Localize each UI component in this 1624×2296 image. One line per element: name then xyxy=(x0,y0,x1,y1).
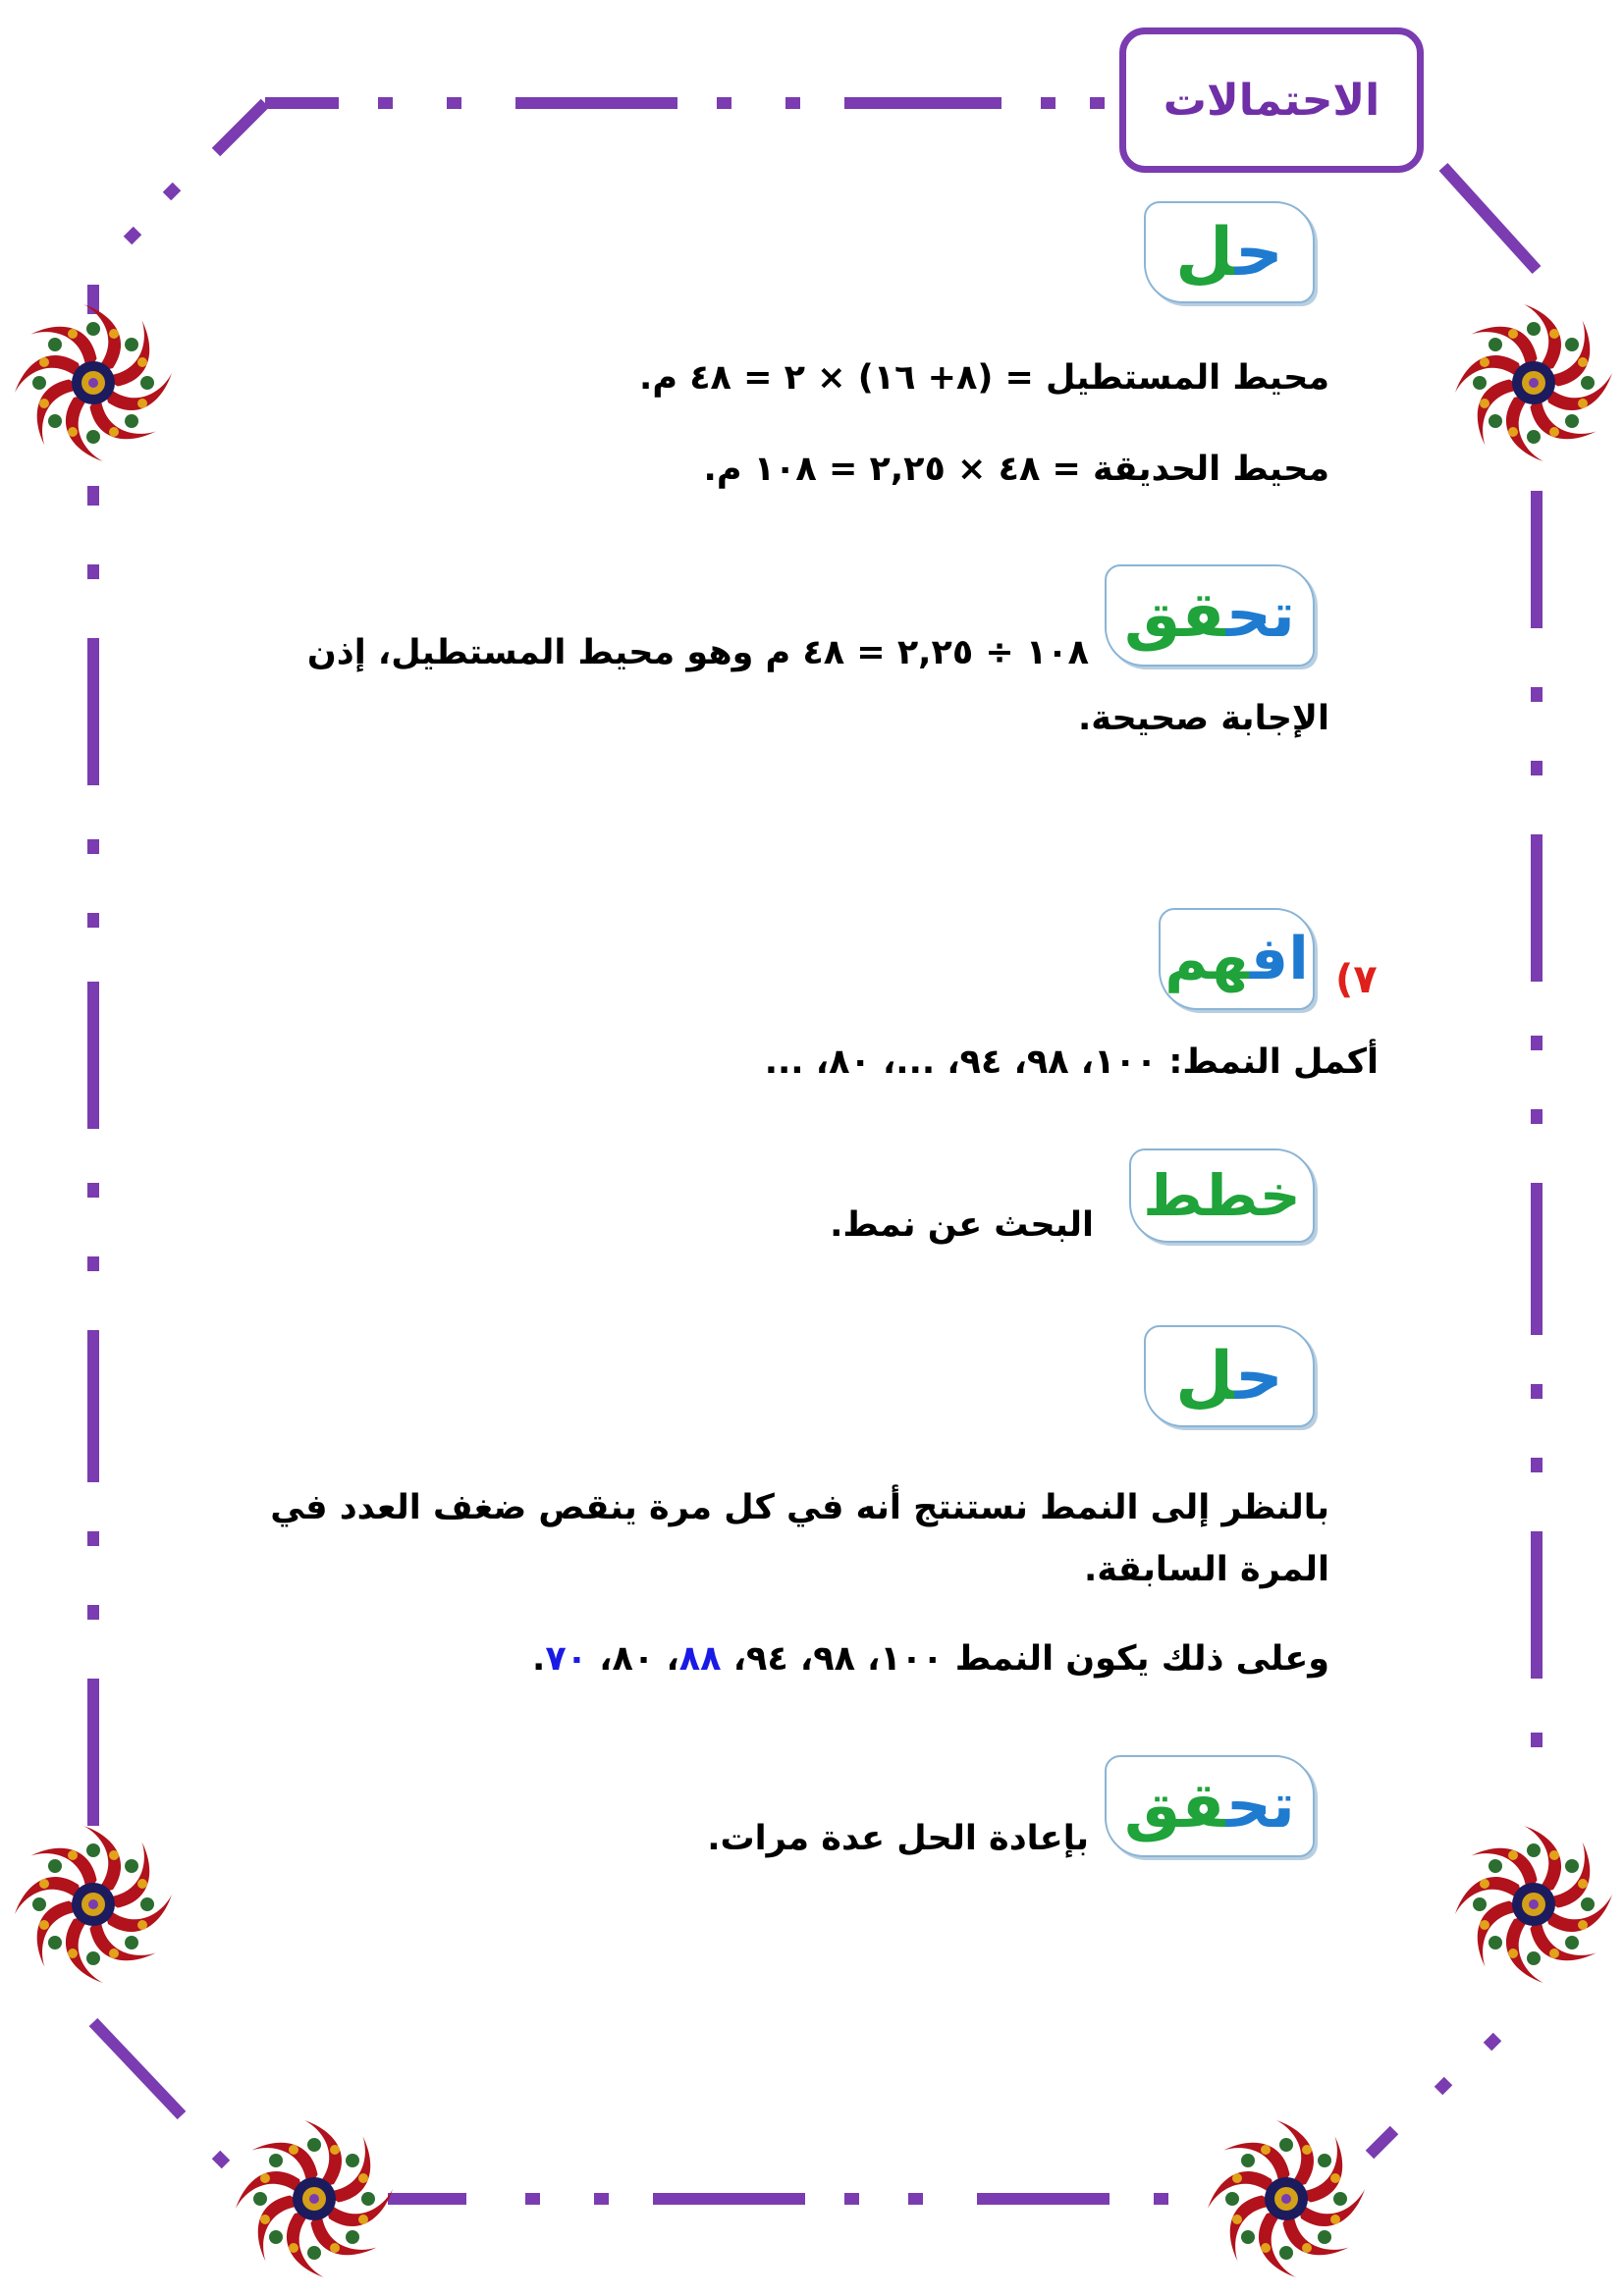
mandala-ornament-icon xyxy=(221,2101,407,2296)
perimeter-rectangle-line: محيط المستطيل = (٨+ ١٦) × ٢ = ٤٨ م. xyxy=(639,358,1329,398)
page-title-box xyxy=(1119,27,1424,173)
pattern-result-end: . xyxy=(532,1639,546,1679)
tag-solve-2 xyxy=(1144,1325,1315,1427)
solve-explanation: بالنظر إلى النمط نستنتج أنه في كل مرة ينقص ضغف العدد في المرة السابقة. xyxy=(270,1488,1329,1589)
mandala-ornament-icon xyxy=(0,285,187,481)
pattern-prompt: أكمل النمط: ١٠٠، ٩٨، ٩٤، ...، ٨٠، ... xyxy=(764,1042,1379,1082)
page-title: الاحتمالات xyxy=(1163,75,1380,126)
mandala-ornament-icon xyxy=(1443,285,1624,481)
check-line-1: ١٠٨ ÷ ٢,٢٥ = ٤٨ م وهو محيط المستطيل، إذن xyxy=(306,633,1089,672)
tag-check xyxy=(1105,564,1315,667)
mandala-ornament-icon xyxy=(0,1806,187,2002)
pattern-result-mid: ، ٨٠، xyxy=(587,1639,679,1679)
tag-check-2 xyxy=(1105,1755,1315,1857)
mandala-ornament-icon xyxy=(1443,1806,1624,2002)
pattern-result xyxy=(532,1639,1329,1679)
tag-check-2-label: تحقق xyxy=(1124,1770,1295,1842)
plan-text: البحث عن نمط. xyxy=(830,1205,1094,1245)
pattern-result-prefix: وعلى ذلك يكون النمط ١٠٠، ٩٨، ٩٤، xyxy=(732,1639,1329,1679)
tag-plan-label: خطط xyxy=(1143,1162,1301,1229)
perimeter-garden-line: محيط الحديقة = ٤٨ × ٢,٢٥ = ١٠٨ م. xyxy=(703,450,1329,489)
tag-understand-label: افهم xyxy=(1164,925,1309,993)
check-text-2: بإعادة الحل عدة مرات. xyxy=(707,1819,1089,1858)
pattern-answer-2: ٧٠ xyxy=(545,1639,588,1679)
pattern-answer-1: ٨٨ xyxy=(678,1639,722,1679)
check-line-2: الإجابة صحيحة. xyxy=(1077,699,1329,738)
tag-solve-label: حل xyxy=(1175,213,1283,292)
tag-understand xyxy=(1159,908,1315,1010)
tag-check-label: تحقق xyxy=(1124,579,1295,652)
problem-number: ٧) xyxy=(1335,957,1378,1002)
tag-plan xyxy=(1129,1148,1315,1243)
mandala-ornament-icon xyxy=(1193,2101,1380,2296)
tag-solve-2-label: حل xyxy=(1175,1337,1283,1415)
tag-solve xyxy=(1144,201,1315,303)
